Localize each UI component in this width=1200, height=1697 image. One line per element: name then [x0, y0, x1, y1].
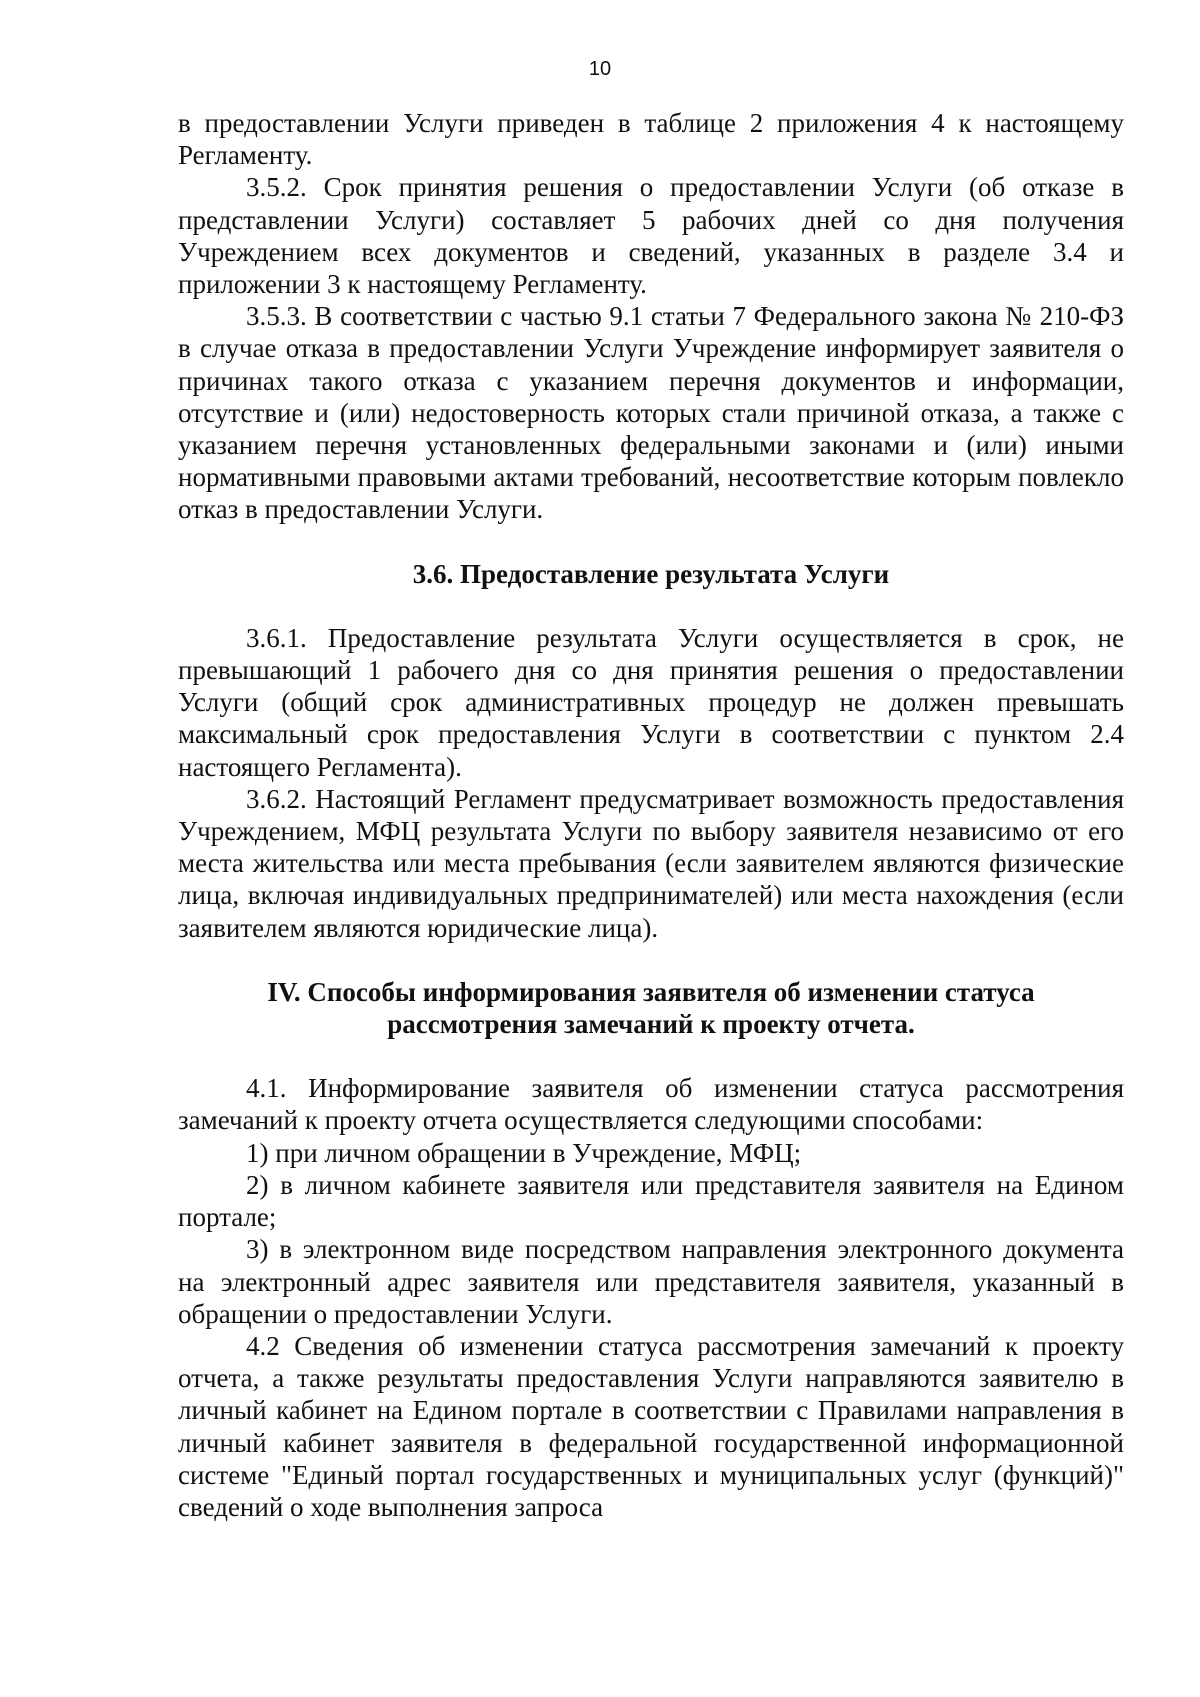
- paragraph-3-6-1: 3.6.1. Предоставление результата Услуги осуществляется в срок, не превышающий 1 рабочего дня со дня принятия решения о предоставлении Услуги (общий срок административных процедур не должен превышать максимальный срок предоставления Услуги в соответствии с пунктом 2.4 настоящего Регламента).: [178, 622, 1124, 782]
- section-heading-3-6: 3.6. Предоставление результата Услуги: [412, 558, 890, 589]
- list-item-1: 1) при личном обращении в Учреждение, МФЦ;: [246, 1137, 802, 1168]
- paragraph-4-2: 4.2 Сведения об изменении статуса рассмотрения замечаний к проекту отчета, а также результаты предоставления Услуги направляются заявителю в личный кабинет на Едином портале в соответствии с Правилами направления в личный кабинет заявителя в федеральной государственной информационной системе "Единый портал государственных и муниципальных услуг (функций)" сведений о ходе выполнения запроса: [178, 1330, 1124, 1522]
- paragraph-4-1: 4.1. Информирование заявителя об изменении статуса рассмотрения замечаний к проекту отчета осуществляется следующими способами:: [178, 1073, 1124, 1136]
- list-item-3: 3) в электронном виде посредством направления электронного документа на электронный адрес заявителя или представителя заявителя, указанный в обращении о предоставлении Услуги.: [178, 1234, 1124, 1329]
- section-heading-iv-line-1: IV. Способы информирования заявителя об изменении статуса: [267, 976, 1035, 1007]
- paragraph-3-6-2: 3.6.2. Настоящий Регламент предусматривает возможность предоставления Учреждением, МФЦ результата Услуги по выбору заявителя независимо от его места жительства или места пребывания (если заявителем являются физические лица, включая индивидуальных предпринимателей) или места нахождения (если заявителем являются юридические лица).: [178, 783, 1124, 943]
- paragraph-3-5-2: 3.5.2. Срок принятия решения о предоставлении Услуги (об отказе в представлении Услуги) составляет 5 рабочих дней со дня получения Учреждением всех документов и сведений, указанных в разделе 3.4 и приложении 3 к настоящему Регламенту.: [178, 172, 1124, 300]
- paragraph-3-5-3: 3.5.3. В соответствии с частью 9.1 статьи 7 Федерального закона № 210-ФЗ в случае отказа в предоставлении Услуги Учреждение информирует заявителя о причинах такого отказа с указанием перечня документов и информации, отсутствие и (или) недостоверность которых стали причиной отказа, а также с указанием перечня установленных федеральными законами и (или) иными нормативными правовыми актами требований, несоответствие которым повлекло отказ в предоставлении Услуги.: [178, 301, 1124, 525]
- paragraph-continuation: в предоставлении Услуги приведен в таблице 2 приложения 4 к настоящему Регламенту.: [178, 108, 1124, 171]
- list-item-2: 2) в личном кабинете заявителя или представителя заявителя на Едином портале;: [178, 1169, 1124, 1233]
- page-number: 10: [588, 58, 612, 80]
- section-heading-iv-line-2: рассмотрения замечаний к проекту отчета.: [387, 1009, 915, 1040]
- section-heading-iv: [178, 976, 1124, 1040]
- document-body: [178, 107, 1124, 1523]
